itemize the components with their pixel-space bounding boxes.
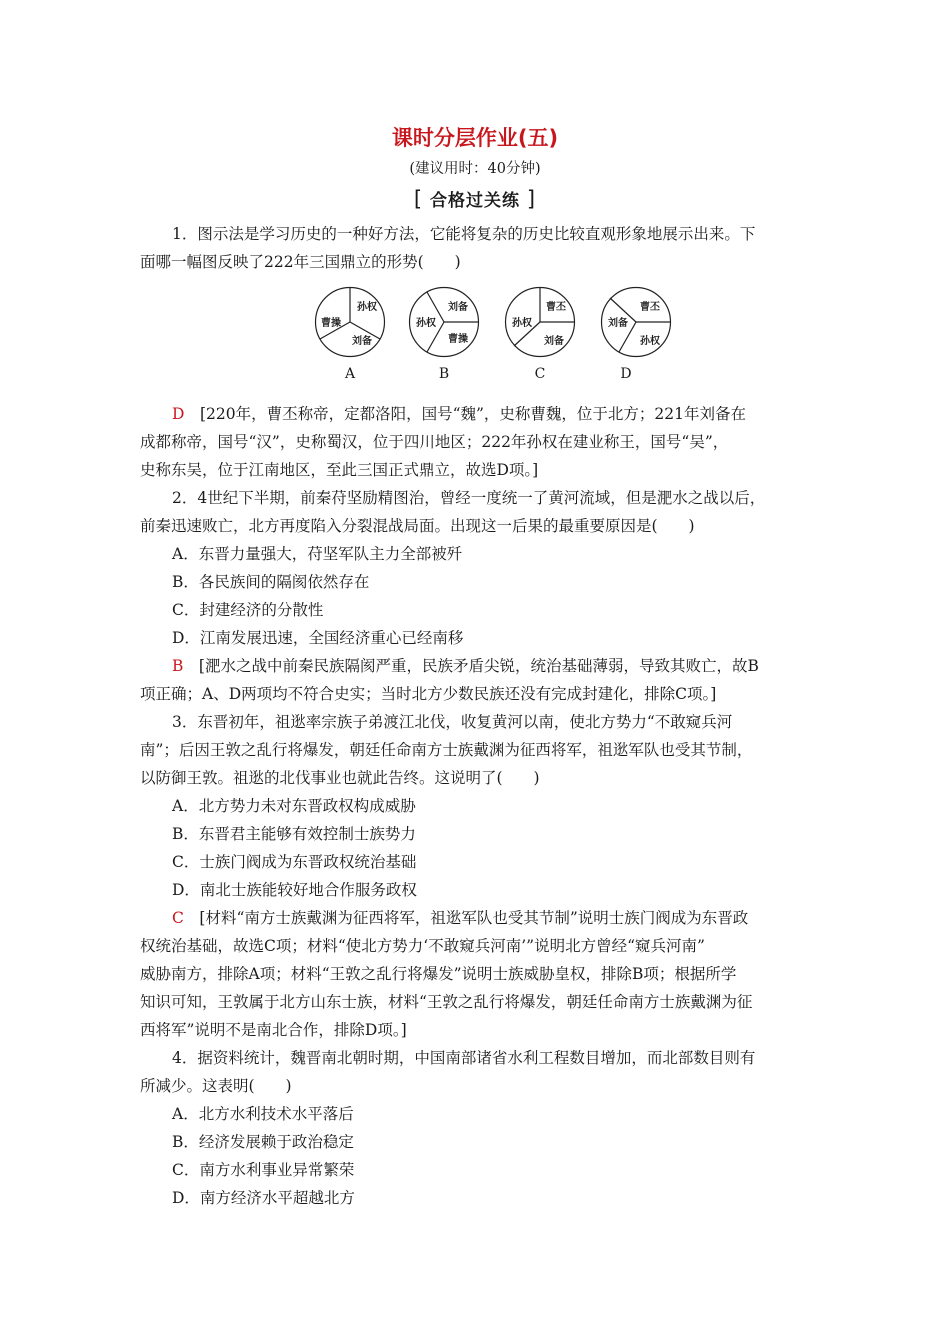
q4-option-d: D．南方经济水平超越北方	[172, 1189, 355, 1207]
q2-explanation-text: [淝水之战中前秦民族隔阂严重，民族矛盾尖锐，统治基础薄弱，导致其败亡，故B	[198, 657, 759, 675]
q3-stem-line: 以防御王敦。祖逖的北伐事业也就此告终。这说明了( )	[140, 769, 540, 787]
q1-diagrams	[140, 280, 816, 400]
q1-answer-line	[140, 400, 816, 428]
q3-option-a: A．北方势力未对东晋政权构成威胁	[172, 797, 416, 815]
q2-answer-letter: B	[172, 657, 184, 675]
q2-stem-line: 前秦迅速败亡，北方再度陷入分裂混战局面。出现这一后果的最重要原因是( )	[140, 517, 695, 535]
q3-answer-line	[140, 904, 816, 932]
q3-explanation-text: [材料“南方士族戴渊为征西将军，祖逖军队也受其节制”说明士族门阀成为东晋政	[199, 909, 749, 927]
q1-stem-line: 面哪一幅图反映了222年三国鼎立的形势( )	[140, 253, 461, 271]
q2-explanation-line: 项正确；A、D两项均不符合史实；当时北方少数民族还没有完成封建化，排除C项。]	[140, 685, 717, 703]
question-content	[140, 220, 816, 1212]
q1-answer-letter: D	[172, 405, 185, 423]
q3-option-c: C．士族门阀成为东晋政权统治基础	[172, 853, 417, 871]
diagram-d-top-label: 曹丕	[640, 302, 660, 313]
diagram-b	[408, 286, 480, 358]
section-bracket-open: [	[413, 187, 424, 211]
q1-explanation-line: 成都称帝，国号“汉”，史称蜀汉，位于四川地区；222年孙权在建业称王，国号“吴”，	[140, 433, 729, 451]
diagram-a-top-label: 孙权	[357, 302, 377, 313]
diagram-c-top-label: 曹丕	[546, 302, 566, 313]
diagram-c-letter: C	[534, 366, 546, 382]
q2-stem-line: 2．4世纪下半期，前秦苻坚励精图治，曾经一度统一了黄河流域，但是淝水之战以后，	[172, 489, 766, 507]
diagram-d	[600, 286, 672, 358]
diagram-c	[504, 286, 576, 358]
q4-option-c: C．南方水利事业异常繁荣	[172, 1161, 355, 1179]
q3-explanation-line: 西将军”说明不是南北合作，排除D项。]	[140, 1021, 407, 1039]
diagram-c-left-label: 孙权	[512, 318, 532, 329]
section-bracket-close: ]	[526, 187, 537, 211]
diagram-a-letter: A	[344, 366, 356, 382]
q4-option-a: A．北方水利技术水平落后	[172, 1105, 354, 1123]
diagram-b-top-label: 刘备	[448, 302, 468, 313]
section-header	[0, 186, 950, 211]
q3-explanation-line: 知识可知，王敦属于北方山东士族，材料“王敦之乱行将爆发，朝廷任命南方士族戴渊为征	[140, 993, 753, 1011]
diagram-d-bottom-label: 孙权	[640, 336, 660, 347]
section-label: 合格过关练	[430, 191, 520, 211]
diagram-d-letter: D	[620, 366, 632, 382]
diagram-c-bottom-label: 刘备	[544, 336, 564, 347]
q3-option-d: D．南北士族能较好地合作服务政权	[172, 881, 417, 899]
diagram-a-bottom-label: 刘备	[352, 336, 372, 347]
q4-stem-line: 所减少。这表明( )	[140, 1077, 292, 1095]
page-title: 课时分层作业(五)	[391, 126, 559, 150]
suggested-time: (建议用时：40分钟)	[409, 161, 541, 177]
diagram-d-left-label: 刘备	[608, 318, 628, 329]
q2-option-c: C．封建经济的分散性	[172, 601, 324, 619]
q4-stem-line: 4．据资料统计，魏晋南北朝时期，中国南部诸省水利工程数目增加，而北部数目则有	[172, 1049, 756, 1067]
q1-explanation-line: 史称东吴，位于江南地区，至此三国正式鼎立，故选D项。]	[140, 461, 539, 479]
diagram-b-bottom-label: 曹操	[448, 334, 468, 345]
q2-option-a: A．东晋力量强大，苻坚军队主力全部被歼	[172, 545, 463, 563]
q3-explanation-line: 权统治基础，故选C项；材料“使北方势力‘不敢窥兵河南’”说明北方曾经“窥兵河南”	[140, 937, 705, 955]
q3-answer-letter: C	[172, 909, 184, 927]
diagram-a	[314, 286, 386, 358]
q2-answer-line	[140, 652, 816, 680]
q1-explanation-text: [220年，曹丕称帝，定都洛阳，国号“魏”，史称曹魏，位于北方；221年刘备在	[199, 405, 747, 423]
q3-explanation-line: 威胁南方，排除A项；材料“王敦之乱行将爆发”说明士族威胁皇权，排除B项；根据所学	[140, 965, 737, 983]
diagram-b-letter: B	[438, 366, 450, 382]
q3-option-b: B．东晋君主能够有效控制士族势力	[172, 825, 416, 843]
q4-option-b: B．经济发展赖于政治稳定	[172, 1133, 354, 1151]
q2-option-b: B．各民族间的隔阂依然存在	[172, 573, 370, 591]
q1-stem-line: 1．图示法是学习历史的一种好方法，它能将复杂的历史比较直观形象地展示出来。下	[172, 225, 756, 243]
q2-option-d: D．江南发展迅速，全国经济重心已经南移	[172, 629, 464, 647]
q3-stem-line: 南”；后因王敦之乱行将爆发，朝廷任命南方士族戴渊为征西将军，祖逖军队也受其节制，	[140, 741, 753, 759]
diagram-a-left-label: 曹操	[321, 318, 341, 329]
diagram-b-left-label: 孙权	[416, 318, 436, 329]
q3-stem-line: 3．东晋初年，祖逖率宗族子弟渡江北伐，收复黄河以南，使北方势力“不敢窥兵河	[172, 713, 733, 731]
